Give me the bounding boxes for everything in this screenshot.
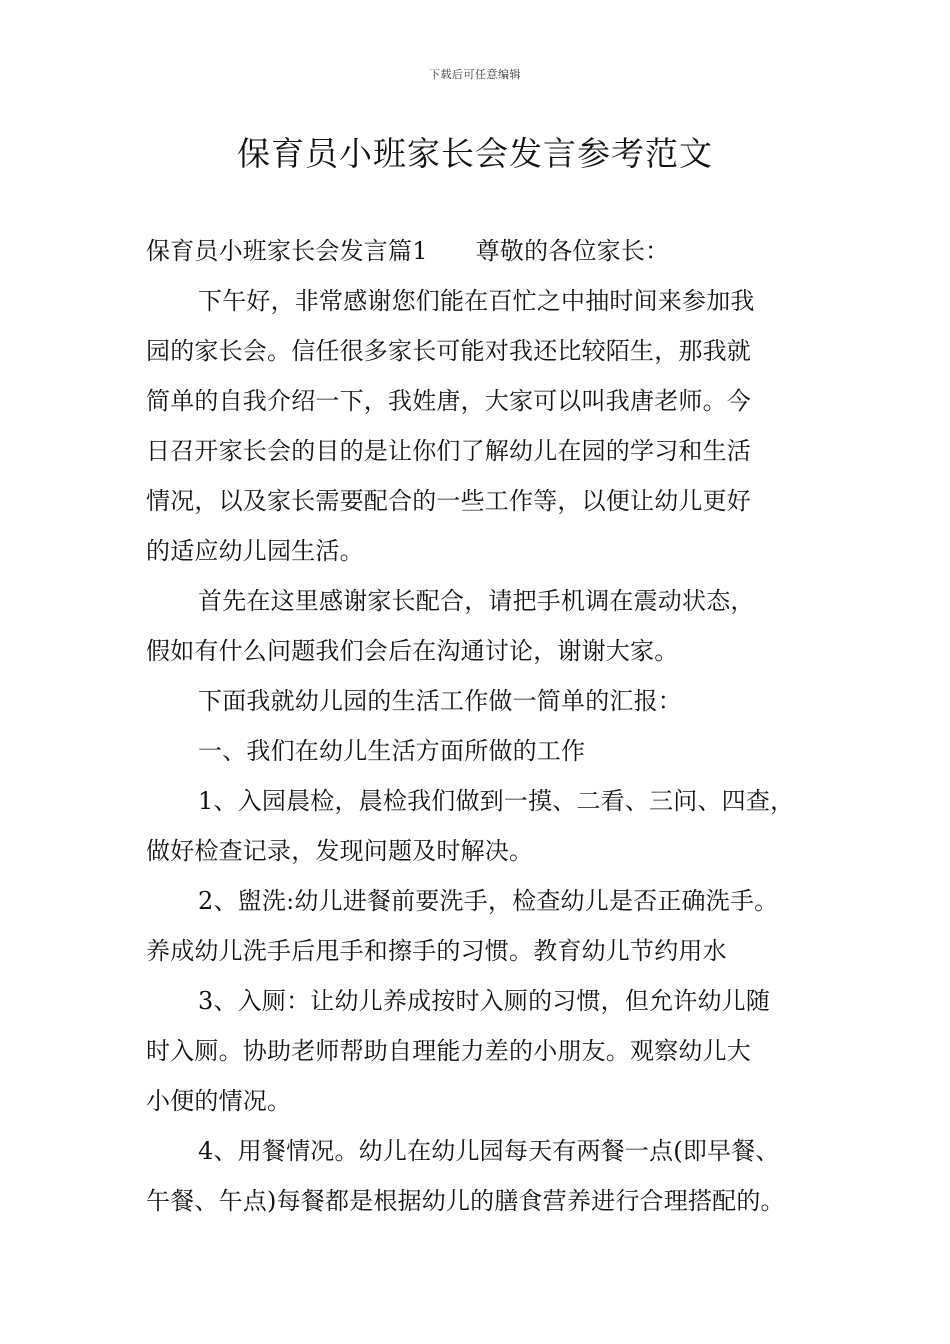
- paragraph-line: 假如有什么问题我们会后在沟通讨论，谢谢大家。: [146, 637, 679, 665]
- list-item-line: 4、用餐情况。幼儿在幼儿园每天有两餐一点(即早餐、: [198, 1137, 780, 1165]
- paragraph-line: 首先在这里感谢家长配合，请把手机调在震动状态，: [198, 587, 755, 615]
- paragraph-line: 午餐、午点)每餐都是根据幼儿的膳食营养进行合理搭配的。: [146, 1187, 785, 1215]
- list-item-line: 1、入园晨检，晨检我们做到一摸、二看、三问、四查，: [198, 787, 795, 815]
- paragraph-line: 下面我就幼儿园的生活工作做一简单的汇报：: [198, 687, 682, 715]
- paragraph-line: 做好检查记录，发现问题及时解决。: [146, 837, 534, 865]
- section-heading: 保育员小班家长会发言篇1: [146, 237, 428, 265]
- paragraph-line: 时入厕。协助老师帮助自理能力差的小朋友。观察幼儿大: [146, 1037, 751, 1065]
- heading-line: [146, 226, 814, 276]
- paragraph-line: 情况，以及家长需要配合的一些工作等，以便让幼儿更好: [146, 487, 751, 515]
- paragraph-line: 日召开家长会的目的是让你们了解幼儿在园的学习和生活: [146, 437, 751, 465]
- section-heading-line: 一、我们在幼儿生活方面所做的工作: [198, 737, 586, 765]
- salutation: 尊敬的各位家长：: [475, 237, 670, 265]
- paragraph-line: 小便的情况。: [146, 1087, 292, 1115]
- paragraph-line: 简单的自我介绍一下，我姓唐，大家可以叫我唐老师。今: [146, 387, 751, 415]
- document-body: [146, 226, 814, 1226]
- list-item-line: 2、盥洗:幼儿进餐前要洗手，检查幼儿是否正确洗手。: [198, 887, 779, 915]
- paragraph-line: 的适应幼儿园生活。: [146, 537, 364, 565]
- header-note: 下载后可任意编辑: [429, 68, 521, 81]
- list-item-line: 3、入厕：让幼儿养成按时入厕的习惯，但允许幼儿随: [198, 987, 771, 1015]
- paragraph-line: 养成幼儿洗手后甩手和擦手的习惯。教育幼儿节约用水: [146, 937, 727, 965]
- paragraph-line: 园的家长会。信任很多家长可能对我还比较陌生，那我就: [146, 337, 751, 365]
- paragraph-line: 下午好，非常感谢您们能在百忙之中抽时间来参加我: [198, 287, 755, 315]
- document-title: 保育员小班家长会发言参考范文: [237, 134, 713, 173]
